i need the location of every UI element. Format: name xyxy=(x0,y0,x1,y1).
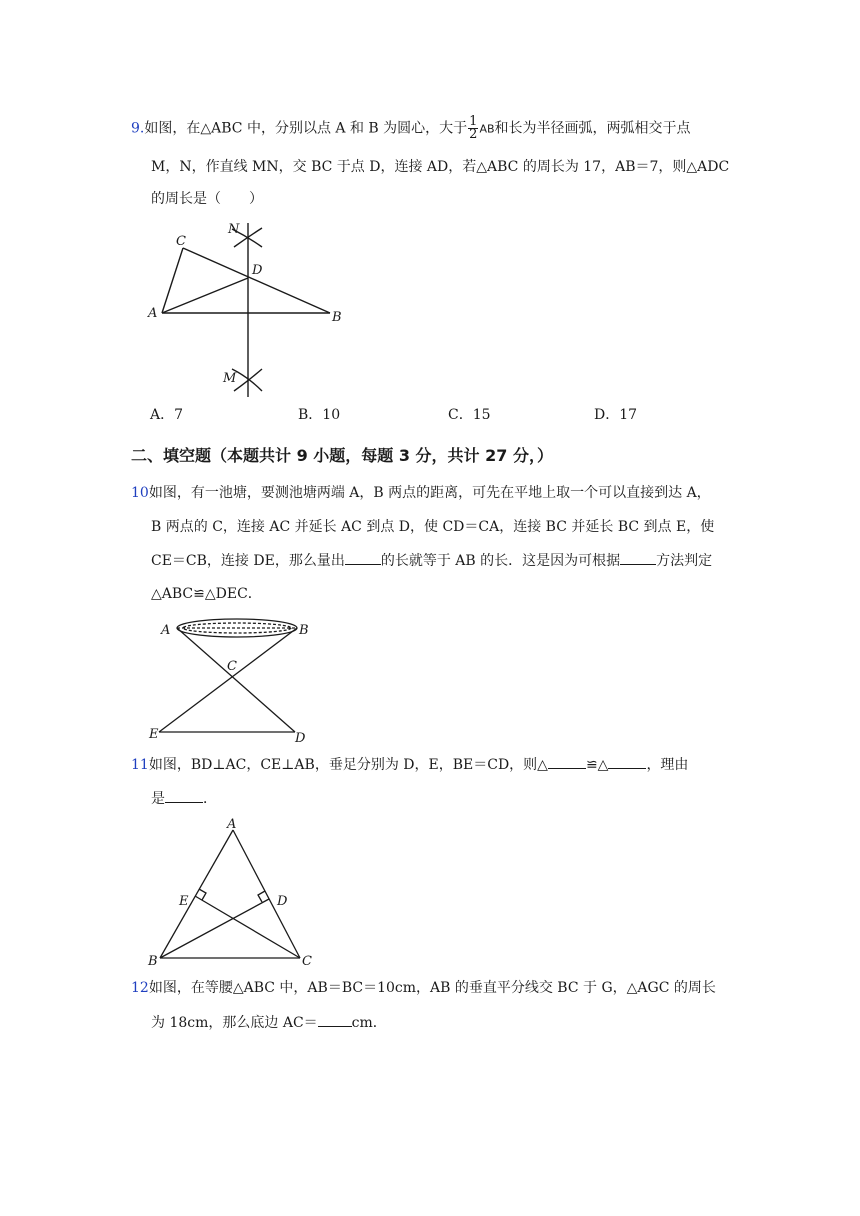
q9-line2: M，N，作直线 MN，交 BC 于点 D，连接 AD，若△ABC 的周长为 17，AB＝7，则△ADC xyxy=(151,159,730,175)
label-a: A xyxy=(148,306,158,321)
section-heading: 二、填空题（本题共计 9 小题，每题 3 分，共计 27 分，） xyxy=(131,446,553,465)
segment-be xyxy=(159,628,297,732)
q11-text1b: ≌△ xyxy=(585,757,609,773)
q12-blank[interactable] xyxy=(318,1012,352,1027)
label-b: B xyxy=(148,954,158,969)
q11-line1 xyxy=(131,754,688,775)
q12-text1: 如图，在等腰△ABC 中，AB＝BC＝10cm，AB 的垂直平分线交 BC 于 G，△AGC 的周长 xyxy=(148,980,716,996)
choice-d[interactable]: D．17 xyxy=(594,407,638,423)
q9-line3: 的周长是（ ） xyxy=(151,191,263,207)
label-c: C xyxy=(176,234,186,249)
q12-line1 xyxy=(131,978,716,998)
q9-text-b: 和长为半径画弧，两弧相交于点 xyxy=(494,120,691,137)
label-e: E xyxy=(179,894,189,909)
q11-line2 xyxy=(151,788,217,809)
label-d: D xyxy=(252,263,263,278)
q9-number: 9. xyxy=(131,120,145,137)
label-d: D xyxy=(295,731,306,746)
q10-line4: △ABC≌△DEC． xyxy=(151,586,262,602)
label-n: N xyxy=(228,222,240,237)
q11-number: 11 xyxy=(131,757,149,773)
q10-line1 xyxy=(131,483,711,503)
label-a: A xyxy=(161,623,171,638)
q11-blank-3[interactable] xyxy=(165,788,203,803)
q9-figure xyxy=(140,215,370,405)
fraction-numerator: 1 xyxy=(469,114,478,129)
q12-text2a: 为 18cm，那么底边 AC＝ xyxy=(151,1015,318,1031)
q12-line2 xyxy=(151,1012,387,1033)
label-b: B xyxy=(299,623,309,638)
segment-ad xyxy=(162,278,248,313)
segment-cb xyxy=(183,248,330,313)
label-a: A xyxy=(227,817,237,832)
label-e: E xyxy=(149,727,159,742)
segment-ac xyxy=(162,248,183,313)
q10-number: 10 xyxy=(131,485,149,501)
q10-figure xyxy=(145,612,315,747)
q9-line1 xyxy=(131,116,691,141)
choice-b[interactable]: B．10 xyxy=(298,407,341,423)
label-b: B xyxy=(332,310,342,325)
q11-text2b: ． xyxy=(203,791,217,807)
q10-text3a: CE＝CB，连接 DE，那么量出 xyxy=(151,553,345,569)
label-d: D xyxy=(277,894,288,909)
label-c: C xyxy=(227,659,237,674)
label-m: M xyxy=(223,371,237,386)
right-angle-d xyxy=(258,891,265,902)
q10-text1: 如图，有一池塘，要测池塘两端 A，B 两点的距离，可先在平地上取一个可以直接到达 A， xyxy=(148,485,711,501)
choice-a[interactable]: A．7 xyxy=(150,407,184,423)
choice-c[interactable]: C．15 xyxy=(448,407,491,423)
half-fraction xyxy=(468,116,478,141)
q11-text2a: 是 xyxy=(151,791,165,807)
q10-blank-1[interactable] xyxy=(345,550,381,565)
fraction-denominator: 2 xyxy=(469,127,478,142)
q12-number: 12 xyxy=(131,980,149,996)
q11-blank-1[interactable] xyxy=(548,754,586,769)
q10-text3b: 的长就等于 AB 的长．这是因为可根据 xyxy=(380,553,621,569)
q11-figure xyxy=(145,815,325,970)
q12-text2b: cm． xyxy=(351,1015,387,1031)
q11-blank-2[interactable] xyxy=(608,754,646,769)
q11-text1c: ，理由 xyxy=(646,757,689,773)
q10-line3 xyxy=(151,550,712,571)
fraction-ab: AB xyxy=(479,122,495,136)
q10-line2: B 两点的 C，连接 AC 并延长 AC 到点 D，使 CD＝CA，连接 BC 并延长 BC 到点 E，使 xyxy=(151,519,715,535)
q9-text-a: 如图，在△ABC 中，分别以点 A 和 B 为圆心，大于 xyxy=(144,120,468,137)
q10-text3c: 方法判定 xyxy=(656,553,713,569)
q10-blank-2[interactable] xyxy=(620,550,656,565)
q11-text1a: 如图，BD⊥AC，CE⊥AB，垂足分别为 D，E，BE＝CD，则△ xyxy=(148,757,548,773)
label-c: C xyxy=(302,954,312,969)
